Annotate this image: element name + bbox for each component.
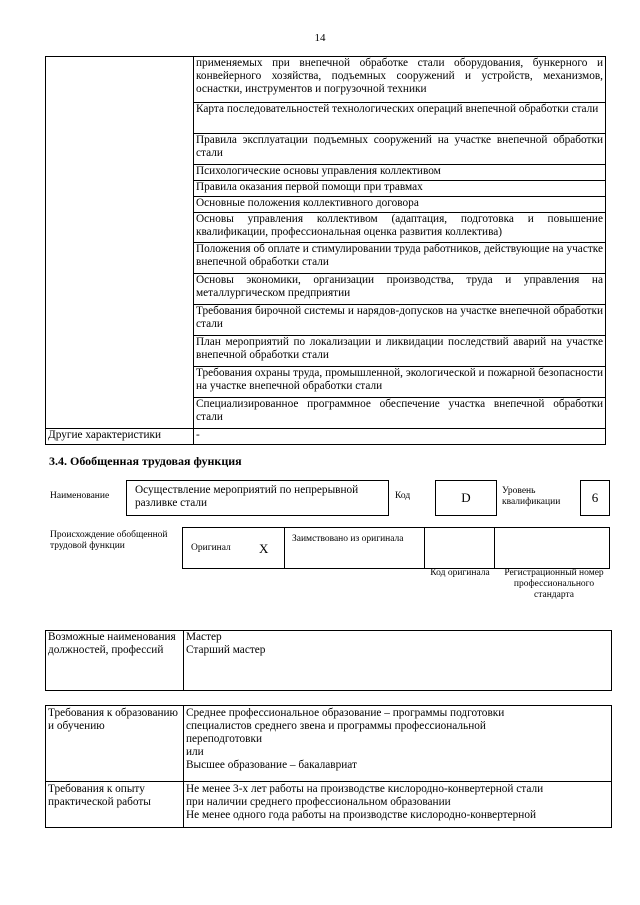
divider: [494, 528, 495, 568]
code-value: D: [435, 480, 497, 516]
requirement-item: Правила эксплуатации подъемных сооружений на участке внепечной обработки стали: [194, 134, 606, 165]
requirement-item: применяемых при внепечной обработке стали оборудования, бункерного и конвейерного хозяйства, подъемных сооружений и устройств, механизмов, оснастки, инструментов и погрузочной техники: [194, 57, 606, 103]
other-characteristics-label: Другие характеристики: [46, 429, 194, 445]
requirement-item: Требования бирочной системы и нарядов-допусков на участке внепечной обработки стали: [194, 305, 606, 336]
level-value: 6: [580, 480, 610, 516]
education-line: или: [186, 746, 204, 758]
position-item: Старший мастер: [186, 644, 266, 656]
positions-table: [45, 630, 612, 691]
requirement-item: Основные положения коллективного договора: [194, 197, 606, 213]
section-heading: 3.4. Обобщенная трудовая функция: [49, 454, 242, 468]
empty-label-cell: [46, 57, 194, 429]
page-number: 14: [314, 32, 326, 44]
knowledge-requirements-table: [45, 56, 606, 445]
positions-label: Возможные наименования должностей, профессий: [46, 631, 184, 691]
divider: [424, 528, 425, 568]
function-name-value: Осуществление мероприятий по непрерывной разливке стали: [135, 484, 359, 509]
experience-values: [184, 782, 612, 828]
experience-label: Требования к опыту практической работы: [46, 782, 184, 828]
original-label: Оригинал: [191, 543, 231, 553]
name-label: Наименование: [50, 491, 110, 501]
requirement-item: Основы управления коллективом (адаптация, подготовка и повышение квалификации, профессиональная оценка развития коллектива): [194, 213, 606, 243]
origin-label: Происхождение обобщенной трудовой функции: [50, 530, 168, 551]
education-line: Высшее образование – бакалавриат: [186, 759, 357, 771]
registration-caption: Регистрационный номер профессионального стандарта: [504, 568, 604, 600]
requirement-item: Требования охраны труда, промышленной, экологической и пожарной безопасности на участке внепечной обработки стали: [194, 367, 606, 398]
original-mark: X: [259, 541, 269, 556]
experience-line: при наличии среднего профессиональном образовании: [186, 796, 451, 808]
experience-line: Не менее 3-х лет работы на производстве кислородно-конвертерной стали: [186, 783, 544, 795]
requirement-item: Психологические основы управления коллективом: [194, 165, 606, 181]
education-line: переподготовки: [186, 733, 262, 745]
requirements-table: [45, 705, 612, 828]
code-caption: Код оригинала: [430, 568, 490, 578]
education-line: Среднее профессиональное образование – программы подготовки: [186, 707, 505, 719]
other-characteristics-value: -: [194, 429, 606, 445]
requirement-item: План мероприятий по локализации и ликвидации последствий аварий на участке внепечной обработки стали: [194, 336, 606, 367]
experience-line: Не менее одного года работы на производстве кислородно-конвертерной: [186, 809, 537, 821]
function-name-box: [126, 480, 389, 516]
requirement-item: Карта последовательностей технологических операций внепечной обработки стали: [194, 103, 606, 134]
education-values: [184, 706, 612, 782]
education-label: Требования к образованию и обучению: [46, 706, 184, 782]
code-label: Код: [395, 491, 411, 501]
education-line: специалистов среднего звена и программы профессиональной: [186, 720, 486, 732]
requirement-item: Положения об оплате и стимулировании труда работников, действующие на участке внепечной обработки стали: [194, 243, 606, 274]
requirement-item: Основы экономики, организации производства, труда и управления на металлургическом предприятии: [194, 274, 606, 305]
position-item: Мастер: [186, 631, 222, 643]
origin-box: [182, 527, 610, 569]
requirement-item: Правила оказания первой помощи при травмах: [194, 181, 606, 197]
requirement-item: Специализированное программное обеспечение участка внепечной обработки стали: [194, 398, 606, 429]
divider: [284, 528, 285, 568]
level-label: Уровень квалификации: [502, 486, 561, 507]
positions-values: [184, 631, 612, 691]
borrowed-label: Заимствовано из оригинала: [292, 534, 404, 544]
